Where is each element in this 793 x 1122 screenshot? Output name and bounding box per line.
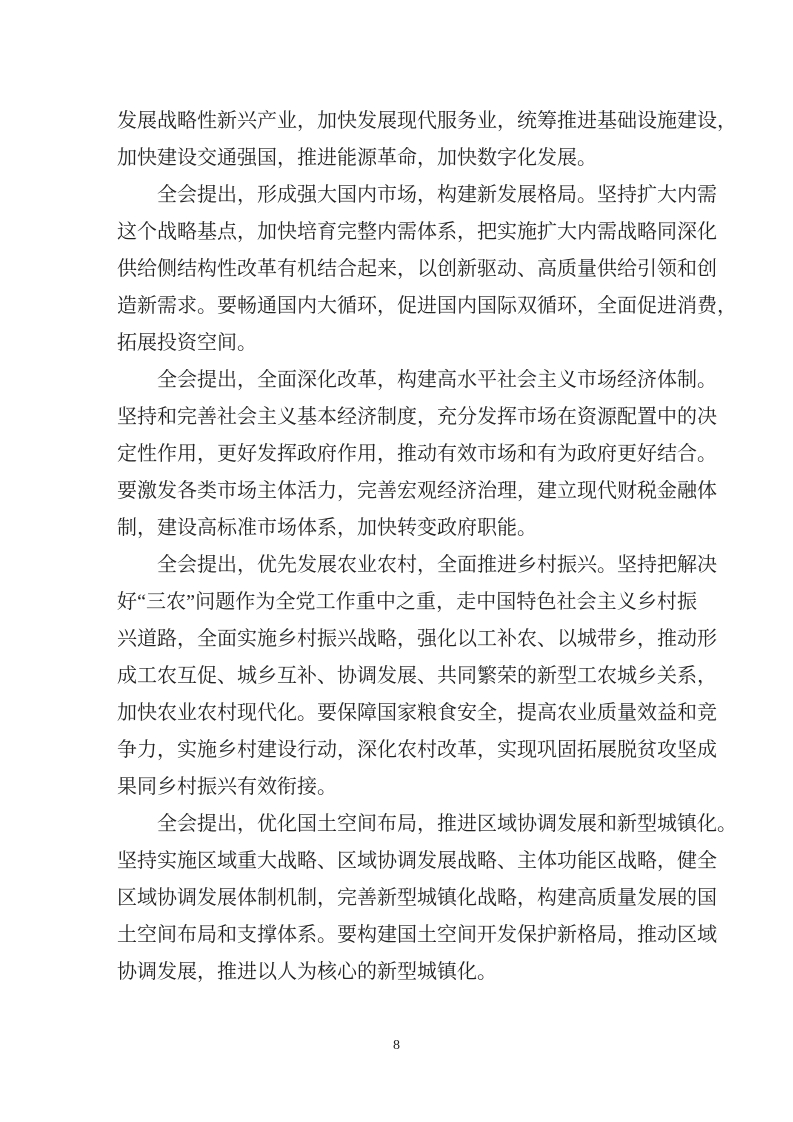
text-line: 坚持实施区域重大战略、区域协调发展战略、主体功能区战略，健全 [117, 850, 717, 872]
text-line: 加快建设交通强国，推进能源革命，加快数字化发展。 [117, 147, 597, 169]
text-line: 定性作用，更好发挥政府作用，推动有效市场和有为政府更好结合。 [117, 443, 717, 465]
text-line: 要激发各类市场主体活力，完善宏观经济治理，建立现代财税金融体 [117, 480, 717, 502]
text-line: 加快农业农村现代化。要保障国家粮食安全，提高农业质量效益和竞 [117, 702, 717, 724]
text-line: 制，建设高标准市场体系，加快转变政府职能。 [117, 517, 537, 539]
text-line: 发展战略性新兴产业，加快发展现代服务业，统筹推进基础设施建设， [117, 110, 737, 132]
text-line: 全会提出，优先发展农业农村，全面推进乡村振兴。坚持把解决 [157, 554, 717, 576]
text-line: 协调发展，推进以人为核心的新型城镇化。 [117, 961, 497, 983]
text-line: 土空间布局和支撑体系。要构建国土空间开发保护新格局，推动区域 [117, 924, 717, 946]
document-text-block [117, 103, 737, 991]
text-line: 造新需求。要畅通国内大循环，促进国内国际双循环，全面促进消费， [117, 295, 737, 317]
page-number: 8 [393, 1038, 400, 1053]
text-line: 全会提出，全面深化改革，构建高水平社会主义市场经济体制。 [157, 369, 717, 391]
text-line: 坚持和完善社会主义基本经济制度，充分发挥市场在资源配置中的决 [117, 406, 717, 428]
text-line: 成工农互促、城乡互补、协调发展、共同繁荣的新型工农城乡关系， [117, 665, 717, 687]
text-line: 果同乡村振兴有效衔接。 [117, 776, 337, 798]
text-line: 供给侧结构性改革有机结合起来，以创新驱动、高质量供给引领和创 [117, 258, 717, 280]
text-line: 这个战略基点，加快培育完整内需体系，把实施扩大内需战略同深化 [117, 221, 717, 243]
text-line: 好“三农”问题作为全党工作重中之重，走中国特色社会主义乡村振 [117, 591, 697, 613]
text-line: 全会提出，优化国土空间布局，推进区域协调发展和新型城镇化。 [157, 813, 737, 835]
text-line: 兴道路，全面实施乡村振兴战略，强化以工补农、以城带乡，推动形 [117, 628, 717, 650]
text-line: 争力，实施乡村建设行动，深化农村改革，实现巩固拓展脱贫攻坚成 [117, 739, 717, 761]
text-line: 全会提出，形成强大国内市场，构建新发展格局。坚持扩大内需 [157, 184, 717, 206]
text-line: 拓展投资空间。 [117, 332, 257, 354]
text-line: 区域协调发展体制机制，完善新型城镇化战略，构建高质量发展的国 [117, 887, 717, 909]
